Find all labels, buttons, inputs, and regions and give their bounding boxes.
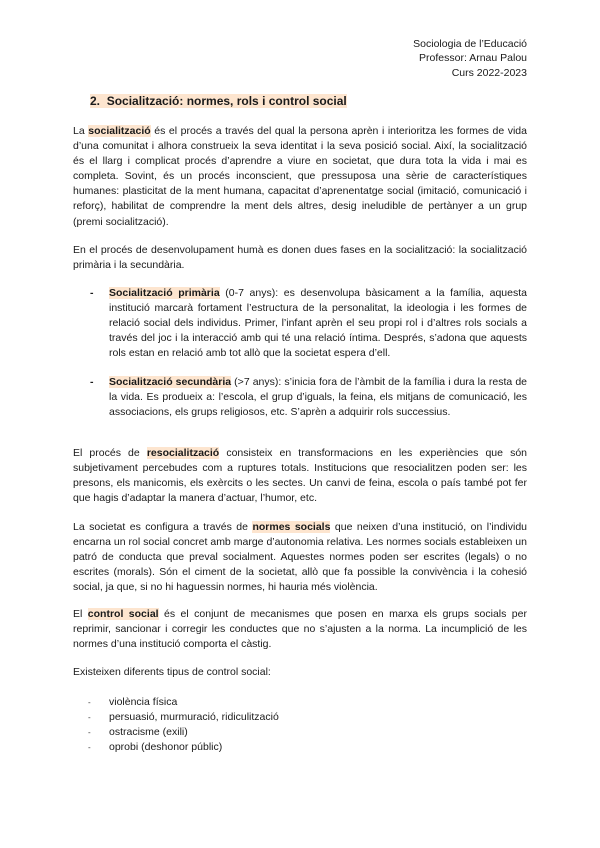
list-item [88, 695, 279, 710]
list-marker: - [88, 713, 91, 722]
text-run: (>7 anys): s’inicia fora de l’àmbit de la família i dura la resta de la vida. Es produeix a: l’escola, el grup d’iguals, la feina, els mitjans de comunicació, les associacions, els grups religiosos, etc. S’aprèn a adquirir rols successius. [109, 376, 527, 419]
highlighted-term: Socialització primària [109, 287, 220, 299]
bullet-dash: - [90, 287, 94, 299]
highlighted-term: Socialització secundària [109, 376, 232, 388]
text-run: és el conjunt de mecanismes que posen en marxa els grups socials per reprimir, sancionar i corregir les conductes que no s’ajusten a la norma. La incumplició de les normes d’una institució comporta el càstig. [73, 608, 527, 651]
bullet-primary [90, 286, 527, 361]
paragraph-control-social [73, 607, 527, 652]
list-marker: - [88, 698, 91, 707]
bullet-dash: - [90, 376, 94, 388]
list-item-text: persuasió, murmuració, ridiculització [109, 711, 279, 723]
text-run: (0-7 anys): es desenvolupa bàsicament a la família, aquesta institució marcarà fortament l’estructura de la personalitat, la ideologia i les formes de relació social dels individus. Primer, l’infant aprèn el seu propi rol i d’altres rols socials a través del joc i la interacció amb qui té una relació íntima. Després, s’adona que aquests rols estan en relació amb tot allò que la societat espera d’ell. [109, 287, 527, 360]
list-marker: - [88, 743, 91, 752]
text-run: és el procés a través del qual la persona aprèn i interioritza les formes de vida d’una comunitat i alhora construeix la seva identitat i la seva posició social. Així, la socialització és el llarg i complicat procés d’aprendre a viure en societat, que dura tota la vida i mai es completa. Sovint, és un procés inconscient, que pressuposa una sèrie de característiques humanes: plasticitat de la ment humana, capacitat d’aprenentatge social (imitació, comunicació i reforç), habilitat de comprendre la ment dels altres, desig ineludible de pertànyer a un grup (premi socialització). [73, 125, 527, 228]
section-number: 2. [90, 94, 101, 108]
text-run: La [73, 125, 89, 137]
paragraph-resocialitzacio [73, 446, 527, 506]
highlighted-term: control social [87, 608, 159, 620]
list-item [88, 710, 279, 725]
bullet-secondary [90, 375, 527, 420]
course-name: Sociologia de l’Educació [413, 38, 527, 50]
professor-name: Professor: Arnau Palou [419, 52, 527, 65]
list-marker: - [88, 728, 91, 737]
text-run: que neixen d’una institució, on l’individu encarna un rol social concret amb marge d’autonomia relativa. Les normes socials estableixen un patró de conducta que preval socialment. Aquestes normes poden ser escrites (legals) o no escrites (morals). Són el ciment de la societat, allò que fa possible la convivència i la cohesió social, ja que, si no hi haguessin normes, hi hauria més violència. [73, 521, 528, 594]
paragraph-socialitzacio [73, 124, 527, 230]
list-item [88, 740, 279, 755]
control-types-list [88, 695, 279, 755]
list-item-text: oprobi (deshonor públic) [109, 741, 223, 753]
page-header [413, 37, 527, 80]
paragraph-normes-socials [73, 520, 527, 595]
list-item-text: ostracisme (exili) [109, 726, 188, 738]
highlighted-term: normes socials [252, 521, 331, 533]
section-heading [90, 94, 347, 108]
list-item-text: violència física [109, 696, 178, 708]
highlighted-term: socialització [88, 125, 151, 137]
section-title-text: Socialització: normes, rols i control social [106, 94, 347, 108]
course-year: Curs 2022-2023 [451, 66, 527, 79]
text-run: La societat es configura a través de [73, 521, 253, 533]
text-run: El [73, 608, 88, 620]
highlighted-term: resocialització [146, 447, 220, 459]
paragraph-phases: En el procés de desenvolupament humà es donen dues fases en la socialització: la socialització primària i la secundària. [73, 244, 527, 272]
text-run: consisteix en transformacions en les experiències que són subjetivament percebudes com a ruptures totals. Institucions que resocialitzen poden ser: les presons, els manicomis, els exèrcits o les sectes. Un canvi de feina, escola o país també pot fer que hagis d’adaptar la manera d’actuar, l’humor, etc. [73, 447, 527, 505]
list-item [88, 725, 279, 740]
text-run: El procés de [73, 447, 147, 459]
paragraph-control-types-intro: Existeixen diferents tipus de control social: [73, 666, 271, 678]
